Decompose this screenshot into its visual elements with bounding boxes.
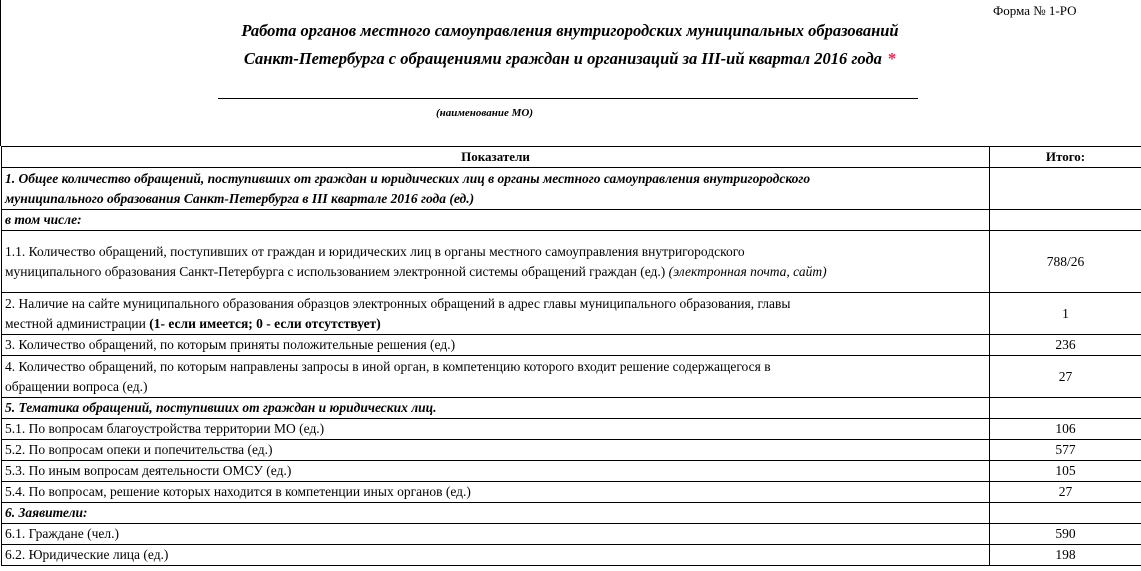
table-row: [2, 293, 1141, 335]
row-value: 577: [990, 440, 1141, 461]
row-value: 198: [990, 545, 1141, 566]
row-label: 6.1. Граждане (чел.): [2, 524, 990, 545]
row-label-line-2: обращении вопроса (ед.): [5, 378, 148, 394]
row-label: 6. Заявители:: [2, 503, 990, 524]
row-label-line-2: местной администрации: [5, 315, 146, 331]
report-title-line-2: [150, 49, 990, 69]
row-label: 5. Тематика обращений, поступивших от граждан и юридических лиц.: [2, 398, 990, 419]
table-row: [2, 168, 1141, 210]
row-value: 236: [990, 335, 1141, 356]
row-label: [2, 168, 990, 210]
row-label-flag: (1- если имеется; 0 - если отсутствует): [149, 315, 381, 331]
table-row: [2, 482, 1141, 503]
row-label: 6.2. Юридические лица (ед.): [2, 545, 990, 566]
title-asterisk: *: [887, 49, 897, 68]
table-row: [2, 231, 1141, 293]
municipality-name-line: [218, 98, 918, 99]
report-title-line-2-text: Санкт-Петербурга с обращениями граждан и организаций за III-ий квартал 2016 года: [243, 49, 882, 68]
row-value: [990, 168, 1141, 210]
row-label: [2, 231, 990, 293]
row-label-line-2: муниципального образования Санкт-Петербурга с использованием электронной системы обращений граждан (ед.): [5, 263, 666, 279]
row-value: 106: [990, 419, 1141, 440]
table-row: [2, 503, 1141, 524]
row-label: 5.4. По вопросам, решение которых находится в компетенции иных органов (ед.): [2, 482, 990, 503]
row-label-note: (электронная почта, сайт): [668, 263, 827, 279]
row-value: 590: [990, 524, 1141, 545]
report-title-line-1: Работа органов местного самоуправления внутригородских муниципальных образований: [241, 21, 899, 40]
table-row: [2, 461, 1141, 482]
row-label: [2, 356, 990, 398]
row-value: 788/26: [990, 231, 1141, 293]
column-header-total: Итого:: [990, 147, 1141, 168]
table-row: [2, 335, 1141, 356]
form-number: Форма № 1-РО: [993, 3, 1077, 18]
row-label: 3. Количество обращений, по которым приняты положительные решения (ед.): [2, 335, 990, 356]
table-header-row: [2, 147, 1141, 168]
row-value: 27: [990, 482, 1141, 503]
table-row: [2, 398, 1141, 419]
row-label-line-1: 1. Общее количество обращений, поступивших от граждан и юридических лиц в органы местного самоуправления внутригородского: [5, 170, 811, 186]
table-row: [2, 545, 1141, 566]
row-value: 105: [990, 461, 1141, 482]
table-row: [2, 419, 1141, 440]
table-row: [2, 524, 1141, 545]
row-label: 5.2. По вопросам опеки и попечительства (ед.): [2, 440, 990, 461]
row-label: [2, 293, 990, 335]
row-label: в том числе:: [2, 210, 990, 231]
page-frame-left: [0, 0, 1, 146]
row-value: 27: [990, 356, 1141, 398]
column-header-indicators: Показатели: [2, 147, 990, 168]
municipality-name-caption: (наименование МО): [436, 107, 533, 119]
table-row: [2, 210, 1141, 231]
row-label-line-1: 4. Количество обращений, по которым направлены запросы в иной орган, в компетенцию которого входит решение содержащегося в: [5, 358, 771, 374]
table-row: [2, 440, 1141, 461]
row-value: [990, 398, 1141, 419]
row-label: 5.3. По иным вопросам деятельности ОМСУ (ед.): [2, 461, 990, 482]
row-value: [990, 503, 1141, 524]
row-value: [990, 210, 1141, 231]
row-label-line-1: 2. Наличие на сайте муниципального образования образцов электронных обращений в адрес главы муниципального образования, главы: [5, 295, 791, 311]
row-label-line-1: 1.1. Количество обращений, поступивших от граждан и юридических лиц в органы местного самоуправления внутригородского: [5, 243, 745, 259]
row-label-line-2: муниципального образования Санкт-Петербурга в III квартале 2016 года (ед.): [5, 190, 475, 206]
report-table: [1, 146, 1141, 566]
table-row: [2, 356, 1141, 398]
row-label: 5.1. По вопросам благоустройства территории МО (ед.): [2, 419, 990, 440]
row-value: 1: [990, 293, 1141, 335]
